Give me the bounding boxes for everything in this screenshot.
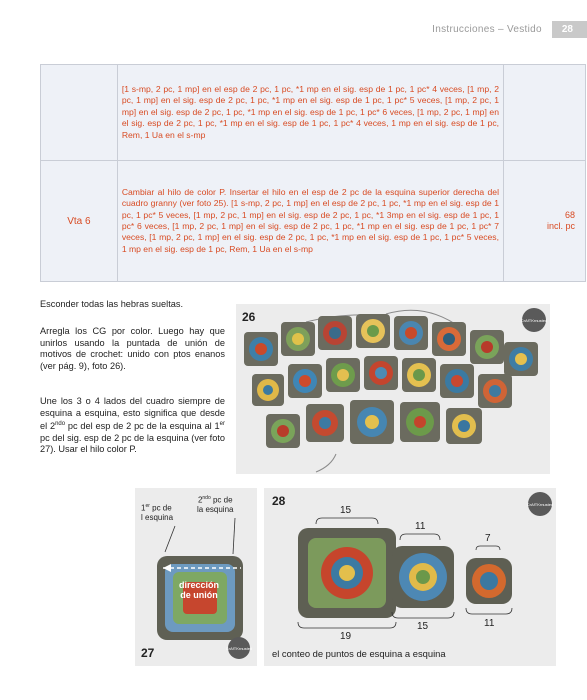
second-stitch-annotation: $2^{ndo}$ pc de la esquina <box>197 495 234 514</box>
granny-square-row-bottom <box>266 400 482 448</box>
svg-text:CrAfTKrnusted: CrAfTKrnusted <box>520 318 548 323</box>
bracket-top <box>476 546 500 550</box>
photo-number: 26 <box>242 310 256 324</box>
granny-squares-arrangement <box>236 304 550 474</box>
count-label: 11 <box>484 618 495 629</box>
join-direction-label: dirección de unión <box>178 580 219 600</box>
page-header <box>432 20 587 38</box>
count-label: 19 <box>340 631 352 642</box>
instruction-paragraph-3: Une los 3 o 4 lados del cuadro siempre de esquina a esquina, esto significa que desde el $2^{ndo}$ pc del esp de 2 pc de la esquina al 1er pc del sig. esp de 2 pc de la esquina (ver foto 27). Usar el hilo color P. <box>40 396 225 455</box>
photo-27 <box>135 488 257 666</box>
photo-26 <box>236 304 550 474</box>
photo-caption: el conteo de puntos de esquina a esquina <box>272 648 446 659</box>
bracket-bottom <box>466 608 512 614</box>
pattern-table <box>40 64 586 282</box>
stitch-count <box>504 65 586 161</box>
first-stitch-annotation: 1er pc de l esquina <box>141 503 174 522</box>
round-instructions: [1 s-mp, 2 pc, 1 mp] en el esp de 2 pc, 1 pc, *1 mp en el sig. esp de 1 pc, 1 pc* 4 veces, [1 mp, 2 pc, 1 mp] en el sig. esp de 2 pc, 1 pc, *1 mp en el sig. esp de 1 pc, 1 pc* 5 veces, [1 mp, 2 pc, 1 mp] en el sig. esp de 2 pc, 1 pc, *1 mp en el sig. esp de 1 pc, 1 pc* 6 veces, [1 mp, 2 pc, 1 mp] en el sig. esp de 2 pc, 1 pc, *1 mp en el sig. esp de 1 pc, 1 pc* 4 veces, 1 mp en el sig. esp de 1 pc, Rem, 1 Ua en el s-mp <box>117 65 503 161</box>
stitch-count: 68 incl. pc <box>504 161 586 282</box>
pointer-line <box>233 518 235 554</box>
instruction-paragraph-2: Arregla los CG por color. Luego hay que unirlos usando la puntada de unión de motivos de crochet: unido con ptos enanos (ver pág. 9), foto 26). <box>40 326 225 371</box>
count-label: 15 <box>417 621 429 632</box>
bracket-top <box>316 518 378 524</box>
table-row <box>41 65 586 161</box>
table-row <box>41 161 586 282</box>
bracket-bottom <box>392 612 454 618</box>
section-title: Instrucciones – Vestido <box>432 23 542 35</box>
pointer-line <box>165 526 175 552</box>
photo-number: 28 <box>272 494 286 508</box>
photo-28 <box>264 488 556 666</box>
count-label: 11 <box>415 521 426 532</box>
count-label: 15 <box>340 505 352 516</box>
bracket-bottom <box>298 622 396 628</box>
svg-text:CrAfTKrnusted: CrAfTKrnusted <box>225 646 253 651</box>
instruction-paragraph-1: Esconder todas las hebras sueltas. <box>40 299 183 309</box>
round-label: Vta 6 <box>41 161 118 282</box>
bracket-top <box>400 534 440 540</box>
count-label: 7 <box>485 533 491 544</box>
round-instructions: Cambiar al hilo de color P. Insertar el hilo en el esp de 2 pc de la esquina superior derecha del cuadro granny (ver foto 25). [1 s-mp, 2 pc, 1 mp] en el esp de 2 pc, 1 pc, *1 mp en el sig. esp de 1 pc, 1 pc* 5 veces, [1 mp, 2 pc, 1 mp] en el sig. esp de 2 pc, 1 pc, *1 3mp en el sig. esp de 1 pc, 1 pc* 6 veces, [1 mp, 2 pc, 1 mp] en el sig. esp de 2 pc, 1 pc, *1 mp en el sig. esp de 1 pc, 1 pc* 7 veces, [1 mp, 2 pc, 1 mp] en el sig. esp de 2 pc, 1 pc, *1 mp en el sig. esp de 1 pc, 1 pc* 5 veces, 1 mp en el sig. esp de 1 pc, Rem, 1 Ua en el s-mp <box>117 161 503 282</box>
svg-text:CrAfTKrnusted: CrAfTKrnusted <box>526 502 554 507</box>
page-number: 28 <box>552 21 587 38</box>
corner-stitch-count-image <box>264 488 556 666</box>
photo-number: 27 <box>141 646 155 660</box>
round-label <box>41 65 118 161</box>
